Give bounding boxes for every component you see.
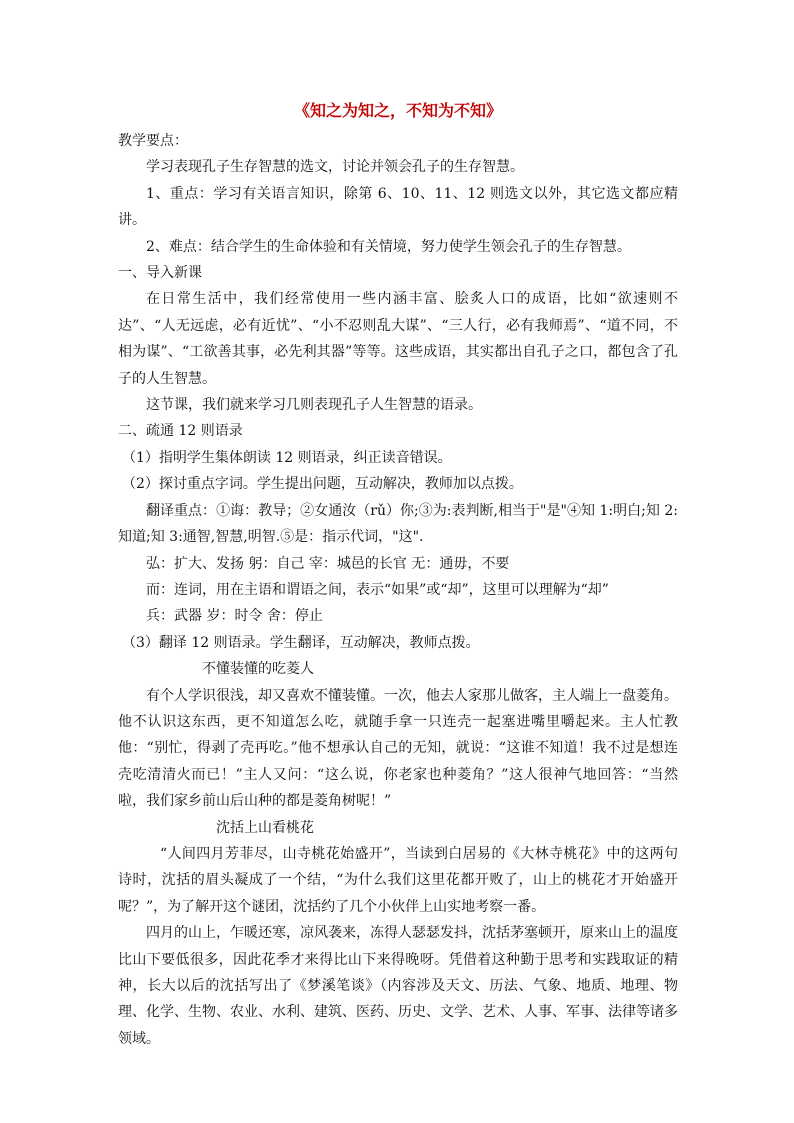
story-1: 有个人学识很浅，却又喜欢不懂装懂。一次，他去人家那儿做客，主人端上一盘菱角。他不认识这东西，更不知道怎么吃，就随手拿一只连壳一起塞进嘴里嚼起来。主人忙教他：“别忙，得剥了壳再吃。”他不想承认自己的无知，就说：“这谁不知道！我不过是想连壳吃清清火而已！”主人又问：“这么说，你老家也种菱角？”这人很神气地回答：“当然啦，我们家乡前山后山种的都是菱角树呢！”: [118, 687, 678, 810]
key-point: 1、重点：学习有关语言知识，除第 6、10、11、12 则选文以外，其它选文都应精讲。: [118, 185, 678, 229]
document-title: 《知之为知之，不知为不知》: [293, 101, 502, 120]
intro-paragraph: 在日常生活中，我们经常使用一些内涵丰富、脍炙人口的成语，比如“欲速则不达”、“人无远虑，必有近忧”、“小不忍则乱大谋”、“三人行，必有我师焉”、“道不同，不相为谋”、“工欲善其事，必先利其器”等等。这些成语，其实都出自孔子之口，都包含了孔子的人生智慧。: [118, 291, 678, 387]
step-3: （3）翻译 12 则语录。学生翻译，互动解决，教师点拨。: [122, 634, 480, 651]
teaching-points-summary: 学习表现孔子生存智慧的选文，讨论并领会孔子的生存智慧。: [146, 159, 524, 176]
vocab-line-3: 兵：武器 岁：时令 舍：停止: [146, 608, 323, 625]
vocab-line-2: 而：连词，用在主语和谓语之间，表示“如果”或“却”，这里可以理解为“却”: [146, 581, 609, 598]
step-2: （2）探讨重点字词。学生提出问题，互动解决，教师加以点拨。: [122, 476, 523, 493]
step-1: （1）指明学生集体朗读 12 则语录，纠正读音错误。: [122, 449, 452, 466]
story-2-paragraph-2: 四月的山上，乍暖还寒，凉风袭来，冻得人瑟瑟发抖，沈括茅塞顿开，原来山上的温度比山下要低很多，因此花季才来得比山下来得晚呀。凭借着这种勤于思考和实践取证的精神，长大以后的沈括写出了《梦溪笔谈》（内容涉及天文、历法、气象、地质、地理、物理、化学、生物、农业、水利、建筑、医药、历史、文学、艺术、人事、军事、法律等诸多领域。: [118, 925, 678, 1047]
story-title-1: 不懂装懂的吃菱人: [202, 661, 314, 678]
story-title-2: 沈括上山看桃花: [216, 819, 314, 836]
difficult-point: 2、难点：结合学生的生命体验和有关情境，努力使学生领会孔子的生存智慧。: [146, 238, 631, 255]
vocab-line-1: 弘：扩大、发扬 躬：自己 宰：城邑的长官 无：通毋，不要: [146, 555, 510, 572]
section-heading-quotes: 二、疏通 12 则语录: [118, 423, 243, 440]
teaching-points-heading: 教学要点：: [118, 133, 188, 149]
section-heading-intro: 一、导入新课: [118, 265, 202, 282]
document-page: [118, 96, 678, 1052]
translation-notes: 翻译重点：①诲：教导；②女通汝（rǔ）你;③为:表判断,相当于"是"④知 1:明白;知 2:知道;知 3:通智,智慧,明智.⑤是：指示代词，"这".: [118, 502, 678, 546]
story-2-paragraph-1: “人间四月芳菲尽，山寺桃花始盛开”，当读到白居易的《大林寺桃花》中的这两句诗时，沈括的眉头凝成了一个结，“为什么我们这里花都开败了，山上的桃花才开始盛开呢？”，为了解开这个谜团，沈括约了几个小伙伴上山实地考察一番。: [118, 845, 678, 915]
lesson-paragraph: 这节课，我们就来学习几则表现孔子人生智慧的语录。: [146, 397, 482, 414]
